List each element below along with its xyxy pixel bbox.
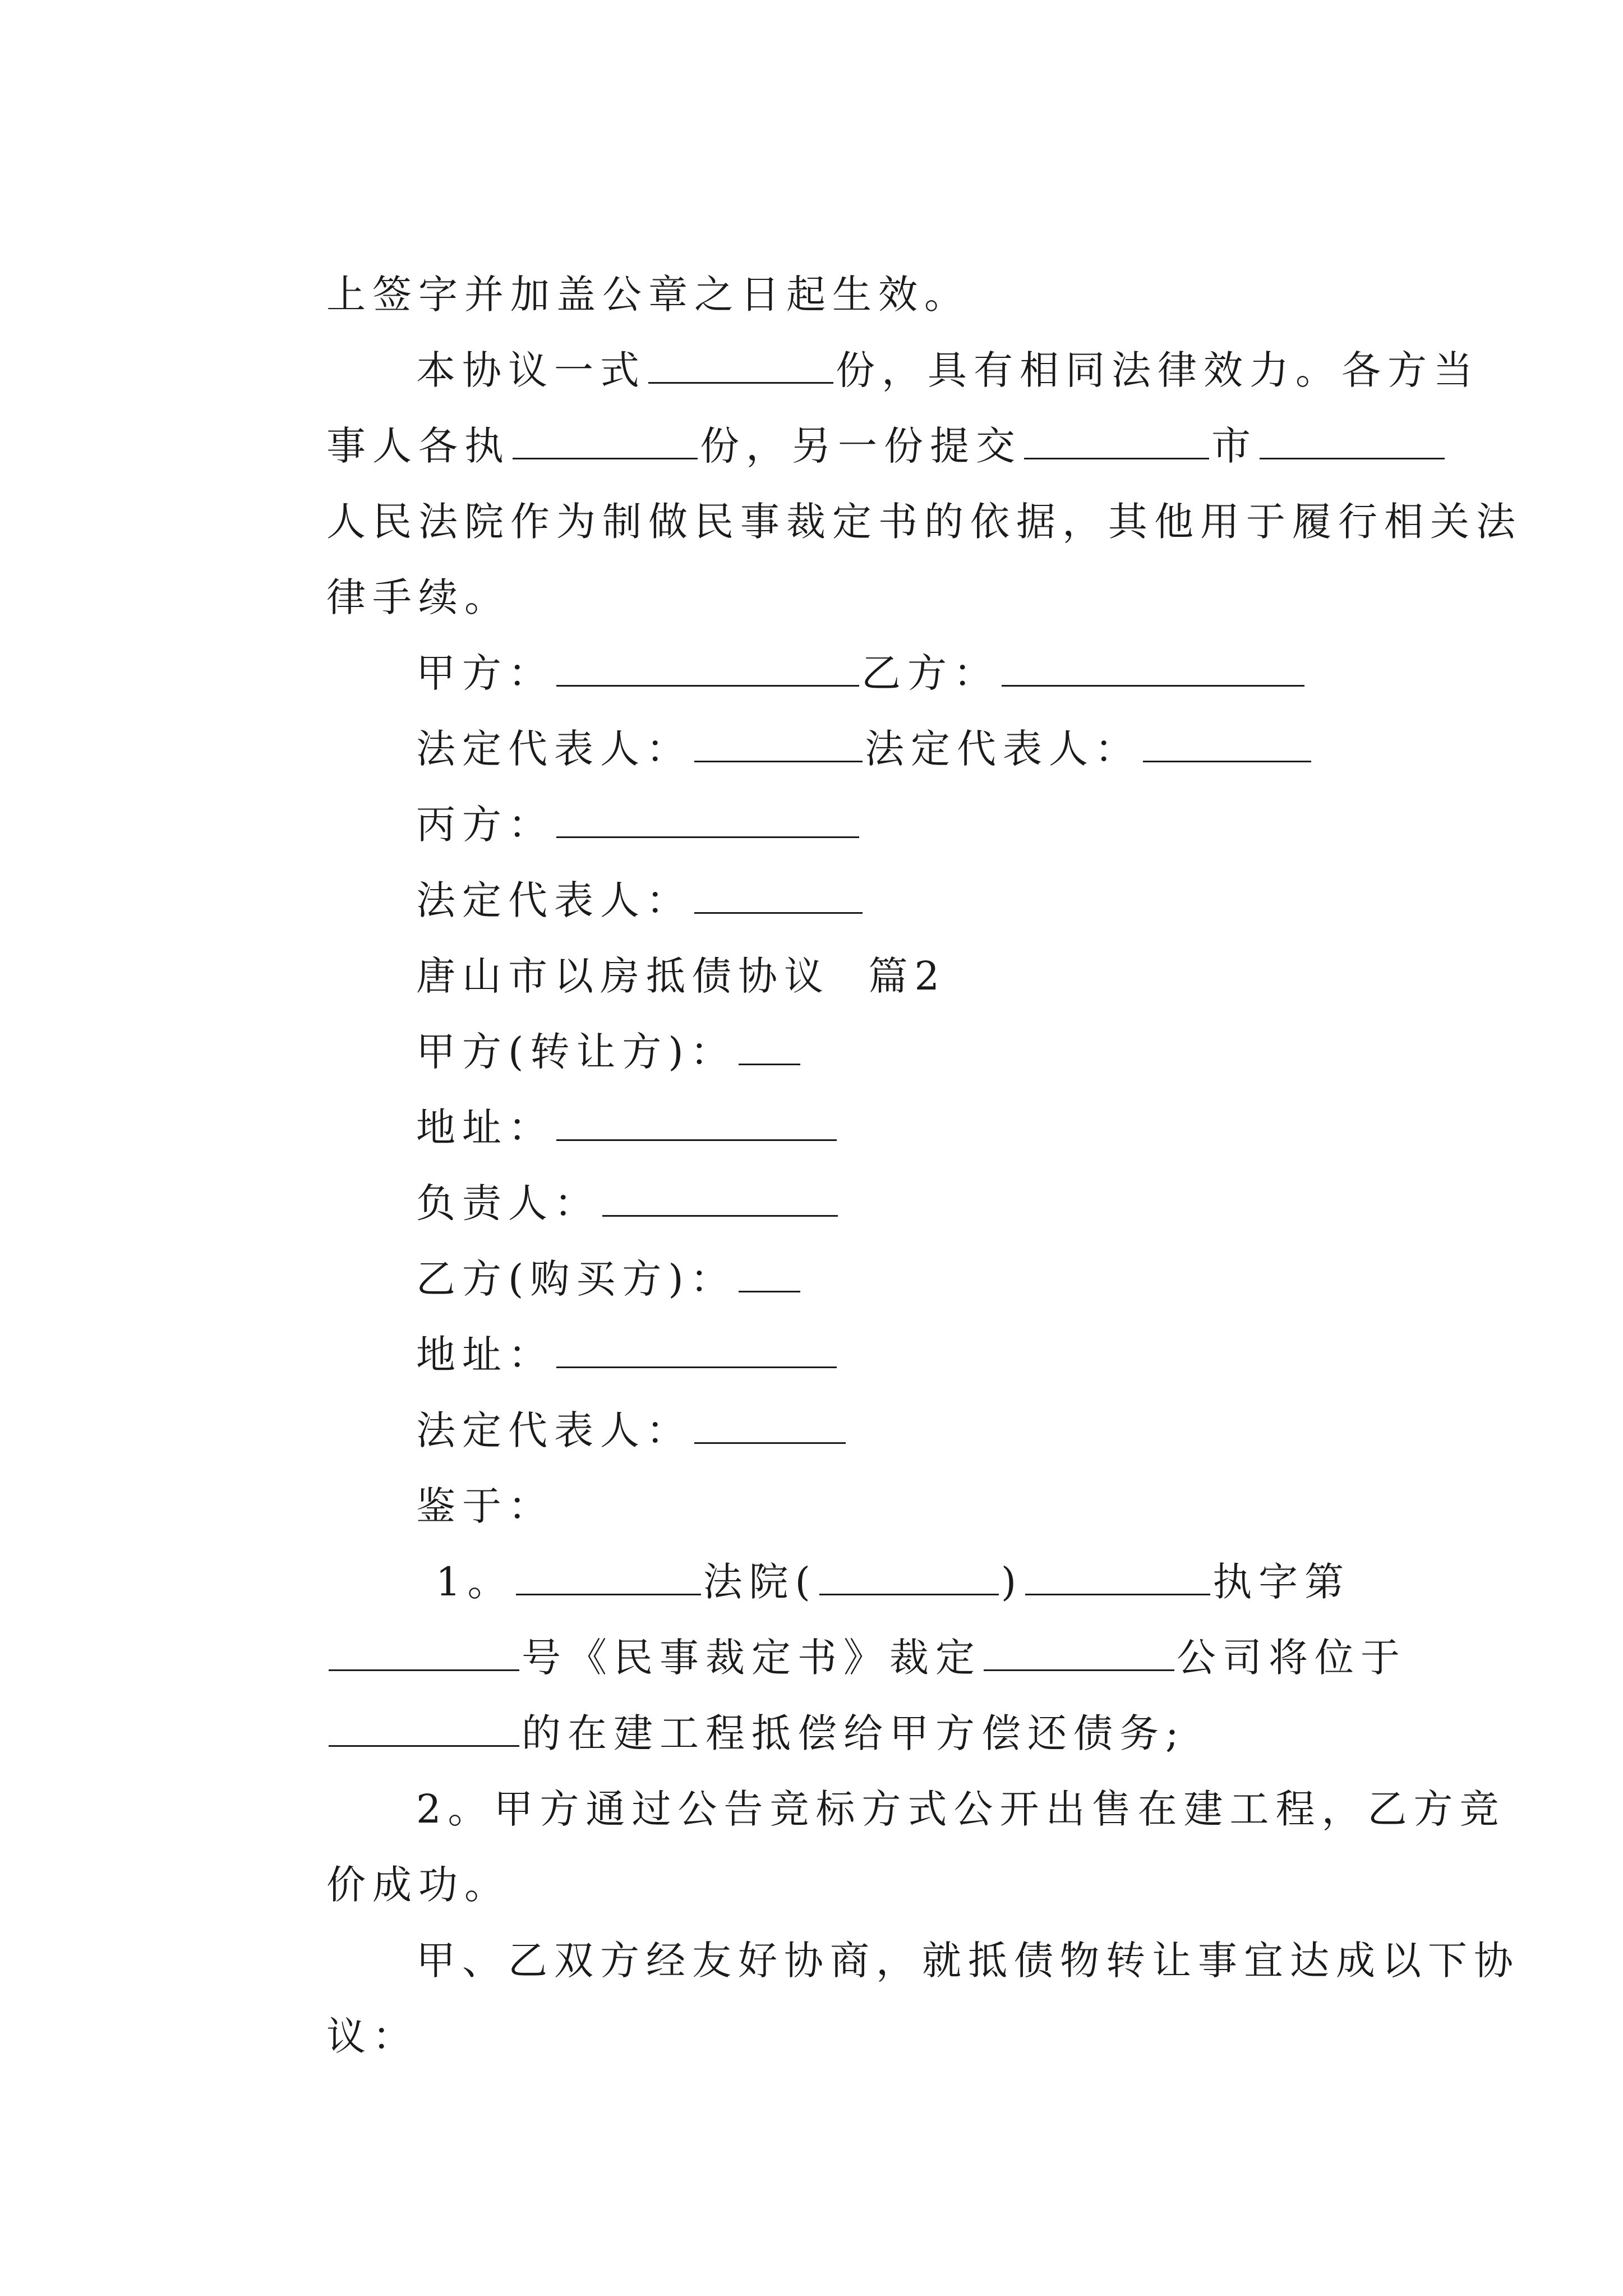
party-a-label: 甲方：	[416, 650, 555, 696]
address-line	[339, 1052, 839, 1151]
text-segment: 议：	[326, 2013, 419, 2059]
text-line	[359, 1506, 1351, 1605]
legal-rep-label: 法定代表人：	[865, 726, 1141, 772]
text-segment: 份，另一份提交	[700, 423, 1022, 469]
buyer-label: 乙方(购买方)：	[416, 1256, 736, 1302]
address-line	[339, 1279, 839, 1378]
section-title	[339, 900, 947, 999]
text-segment: 市	[1211, 423, 1258, 469]
text-segment: 事人各执	[326, 423, 511, 469]
text-segment: 的在建工程抵偿给甲方偿还债务;	[522, 1710, 1186, 1756]
text-line	[250, 446, 1523, 545]
signature-line-parties	[339, 597, 1307, 696]
text-segment: 2。甲方通过公告竞标方式公开出售在建工程，乙方竞	[416, 1786, 1506, 1832]
text-segment: 上签字并加盖公章之日起生效。	[326, 272, 971, 318]
signature-line-reps	[339, 673, 1313, 772]
text-line	[250, 522, 511, 620]
text-line	[339, 295, 1480, 393]
text-segment: 甲、乙双方经友好协商，就抵债物转让事宜达成以下协	[416, 1938, 1520, 1984]
whereas-label: 鉴于：	[416, 1483, 555, 1529]
text-segment: 份，具有相同法律效力。各方当	[836, 347, 1480, 393]
party-b-label: 乙方：	[861, 650, 1000, 696]
text-segment: 1。	[436, 1559, 514, 1605]
transferor-label: 甲方(转让方)：	[416, 1029, 736, 1075]
text-line	[339, 1885, 1520, 1984]
legal-rep-label: 法定代表人：	[416, 1407, 693, 1453]
text-segment: 人民法院作为制做民事裁定书的依据，其他用于履行相关法	[326, 499, 1523, 545]
transferor-line	[339, 976, 803, 1075]
signature-line-party-c	[339, 749, 861, 848]
legal-rep-field[interactable]	[1143, 724, 1311, 762]
address-label: 地址：	[416, 1105, 555, 1151]
text-line	[250, 1809, 511, 1908]
text-segment: 价成功。	[326, 1862, 511, 1908]
buyer-line	[339, 1203, 803, 1302]
text-segment: 号《民事裁定书》裁定	[522, 1635, 982, 1681]
responsible-label: 负责人：	[416, 1180, 601, 1226]
text-line	[250, 219, 971, 318]
signature-line-rep-c	[339, 825, 865, 923]
text-line	[250, 1582, 1407, 1681]
responsible-line	[339, 1128, 840, 1226]
text-segment: )	[1000, 1559, 1023, 1605]
text-line	[250, 370, 1447, 469]
legal-rep-field[interactable]	[694, 1405, 846, 1444]
text-segment: 执字第	[1212, 1559, 1351, 1605]
party-c-label: 丙方：	[416, 802, 555, 848]
whereas-line	[339, 1430, 555, 1529]
text-segment: 公司将位于	[1177, 1635, 1407, 1681]
legal-rep-label: 法定代表人：	[416, 726, 693, 772]
text-line	[339, 1733, 1506, 1832]
section-title-text: 唐山市以房抵债协议 篇2	[416, 953, 947, 999]
legal-rep-label: 法定代表人：	[416, 877, 693, 923]
text-line	[250, 1658, 1186, 1756]
legal-rep-line	[339, 1355, 848, 1453]
text-segment: 法院(	[703, 1559, 817, 1605]
text-segment: 律手续。	[326, 574, 511, 620]
text-segment: 本协议一式	[416, 347, 647, 393]
text-line	[250, 1961, 419, 2059]
address-label: 地址：	[416, 1332, 555, 1378]
